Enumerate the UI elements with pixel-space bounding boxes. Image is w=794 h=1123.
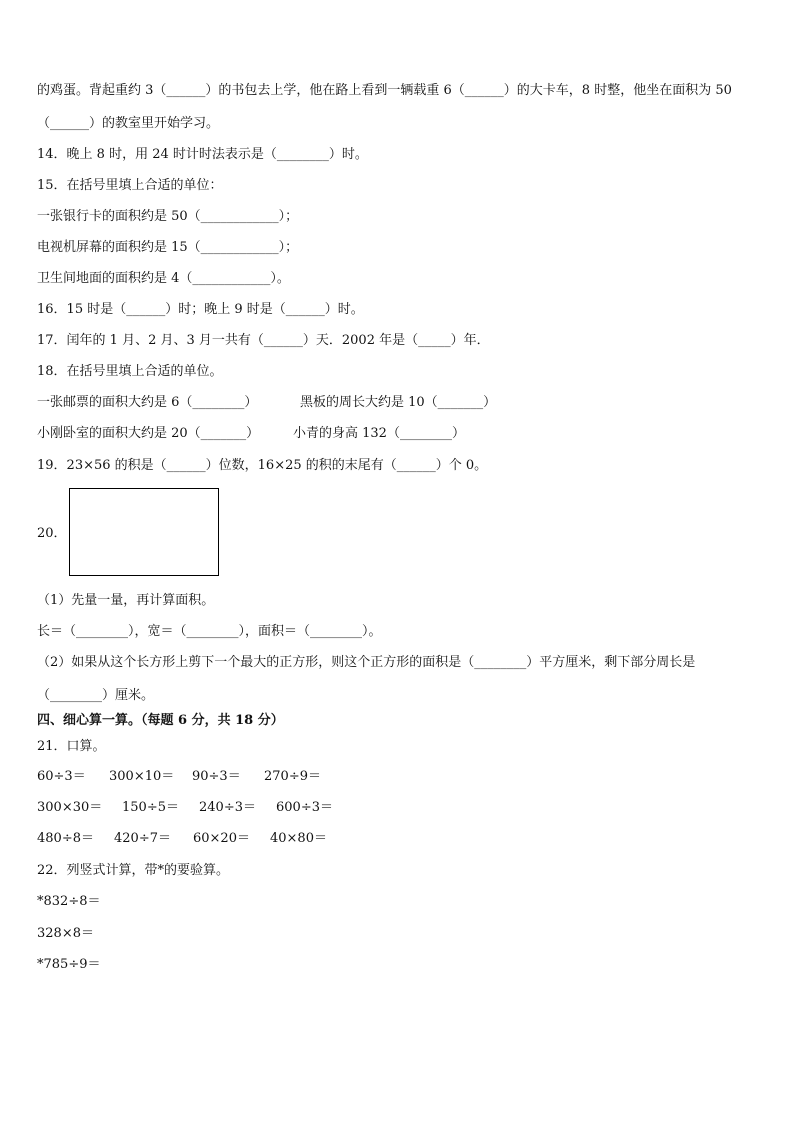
question-20-part1: （1）先量一量，再计算面积。 [37,593,215,608]
oral-calc-2-2: 150÷5＝ [122,800,179,815]
q13-continued-line2: （______）的教室里开始学习。 [37,116,220,131]
oral-calc-3-2: 420÷7＝ [114,831,171,846]
question-22: 22．列竖式计算，带*的要验算。 [37,863,230,878]
vertical-calc-3: *785÷9＝ [37,957,101,972]
question-20-label: 20． [37,526,67,541]
question-20-part2-continued: （________）厘米。 [37,688,155,703]
oral-calc-3-1: 480÷8＝ [37,831,94,846]
oral-calc-1-3: 90÷3＝ [192,769,241,784]
question-18-item-a2: 黑板的周长大约是 10（_______） [300,395,497,410]
question-16: 16．15 时是（______）时；晚上 9 时是（______）时。 [37,302,364,317]
section-4-heading: 四、细心算一算。（每题 6 分，共 18 分） [37,713,284,728]
oral-calc-1-4: 270÷9＝ [264,769,321,784]
question-20-part1-answers: 长＝（________），宽＝（________），面积＝（________）。 [37,624,382,639]
oral-calc-1-2: 300×10＝ [109,769,175,784]
question-18: 18．在括号里填上合适的单位。 [37,364,223,379]
question-15-item-b: 电视机屏幕的面积约是 15（____________）； [37,240,299,255]
oral-calc-2-1: 300×30＝ [37,800,103,815]
question-15-item-c: 卫生间地面的面积约是 4（____________）。 [37,271,290,286]
question-17: 17．闰年的 1 月、2 月、3 月一共有（______）天．2002 年是（_____）年． [37,333,490,348]
question-15: 15．在括号里填上合适的单位： [37,178,223,193]
question-14: 14．晚上 8 时，用 24 时计时法表示是（________）时。 [37,147,368,162]
vertical-calc-2: 328×8＝ [37,926,94,941]
oral-calc-2-3: 240÷3＝ [199,800,256,815]
question-21: 21．口算。 [37,739,106,754]
oral-calc-2-4: 600÷3＝ [276,800,333,815]
question-20-part2: （2）如果从这个长方形上剪下一个最大的正方形，则这个正方形的面积是（________）平方厘米，剩下部分周长是 [37,655,696,670]
question-18-item-a1: 一张邮票的面积大约是 6（________） [37,395,258,410]
oral-calc-3-3: 60×20＝ [193,831,250,846]
vertical-calc-1: *832÷8＝ [37,894,101,909]
oral-calc-3-4: 40×80＝ [270,831,327,846]
question-18-item-b1: 小刚卧室的面积大约是 20（_______） [37,426,260,441]
question-19: 19．23×56 的积是（______）位数，16×25 的积的末尾有（______）个 0。 [37,458,488,473]
question-15-item-a: 一张银行卡的面积约是 50（____________）； [37,209,299,224]
q13-continued-line1: 的鸡蛋。背起重约 3（______）的书包去上学，他在路上看到一辆载重 6（______）的大卡车，8 时整，他坐在面积为 50 [37,83,732,98]
oral-calc-1-1: 60÷3＝ [37,769,86,784]
question-18-item-b2: 小青的身高 132（________） [293,426,465,441]
rectangle-figure [69,488,219,576]
